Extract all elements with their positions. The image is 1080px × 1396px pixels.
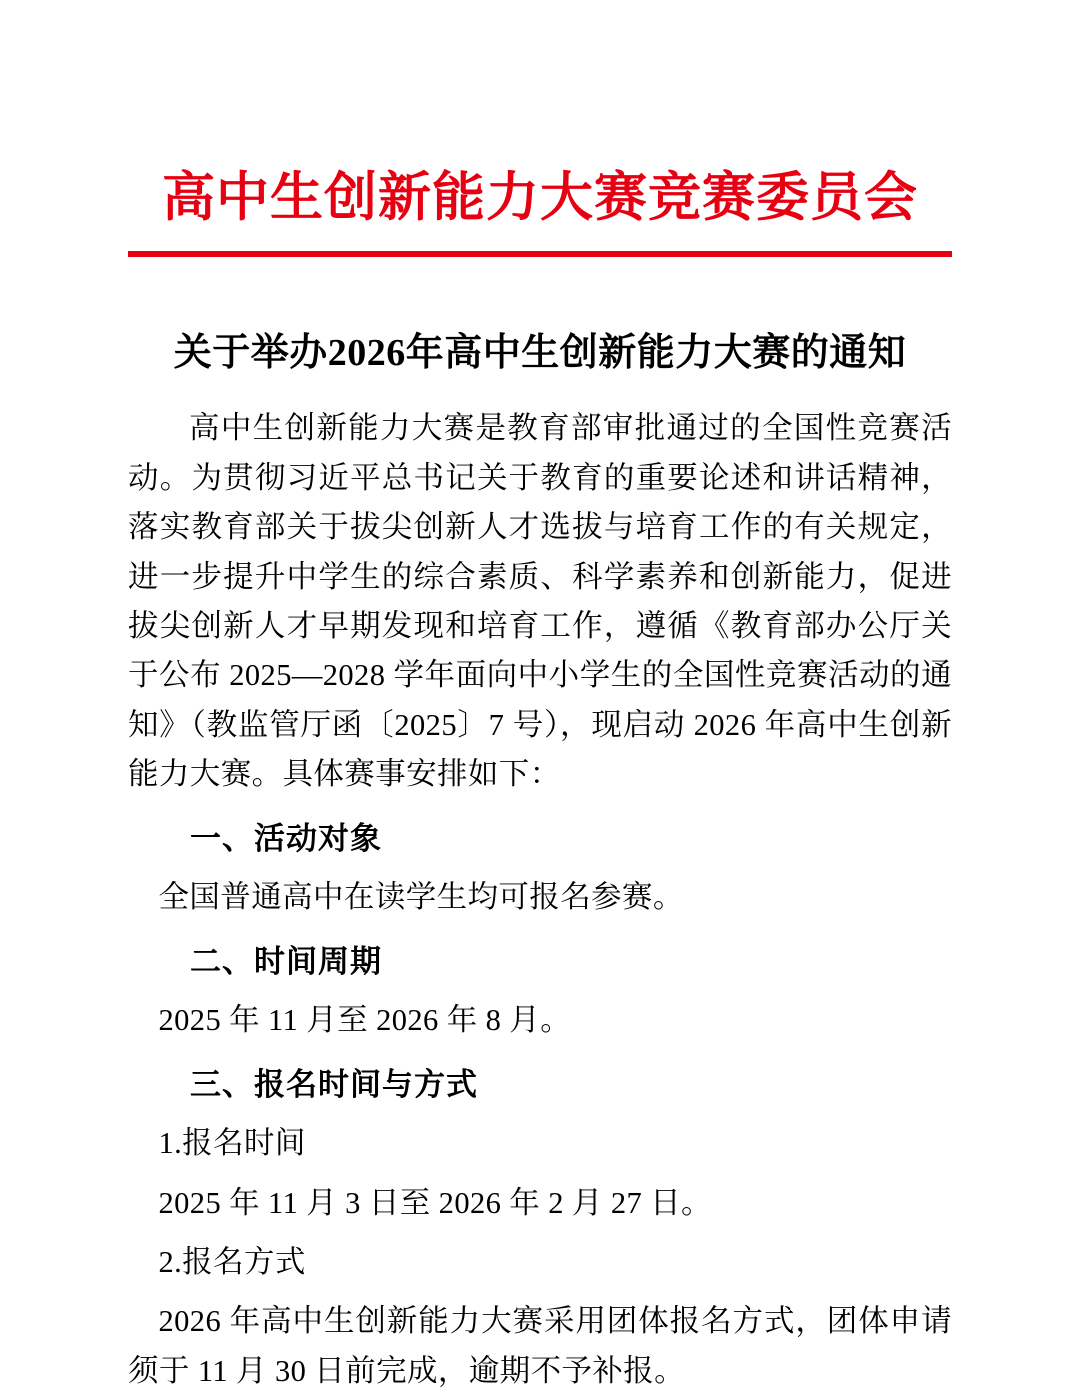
section-heading-time-cycle: 二、时间周期 [190, 943, 382, 979]
registration-method-value: 2026 年高中生创新能力大赛采用团体报名方式，团体申请须于 11 月 30 日前完成，逾期不予补报。 [128, 1304, 952, 1388]
section-paragraph-activity-target: 全国普通高中在读学生均可报名参赛。 [158, 880, 684, 915]
document-title: 关于举办2026年高中生创新能力大赛的通知 [173, 331, 907, 374]
intro-paragraph-block [128, 404, 952, 799]
masthead-organization-title: 高中生创新能力大赛竞赛委员会 [162, 168, 918, 227]
masthead [128, 0, 952, 257]
masthead-red-rule [128, 251, 952, 257]
section-paragraph-time-cycle: 2025 年 11 月至 2026 年 8 月。 [158, 1003, 572, 1038]
section-heading-activity-target: 一、活动对象 [190, 820, 382, 856]
section-heading-registration: 三、报名时间与方式 [190, 1066, 478, 1102]
registration-method-label: 2.报名方式 [158, 1244, 306, 1279]
intro-paragraph: 高中生创新能力大赛是教育部审批通过的全国性竞赛活动。为贯彻习近平总书记关于教育的重要论述和讲话精神，落实教育部关于拔尖创新人才选拔与培育工作的有关规定，进一步提升中学生的综合素质、科学素养和创新能力，促进拔尖创新人才早期发现和培育工作，遵循《教育部办公厅关于公布 2025—2028 学年面向中小学生的全国性竞赛活动的通知》（教监管厅函〔2025〕7 号），现启动 2026 年高中生创新能力大赛。具体赛事安排如下： [128, 411, 952, 792]
registration-time-label: 1.报名时间 [158, 1126, 306, 1161]
registration-time-value: 2025 年 11 月 3 日至 2026 年 2 月 27 日。 [158, 1185, 712, 1220]
